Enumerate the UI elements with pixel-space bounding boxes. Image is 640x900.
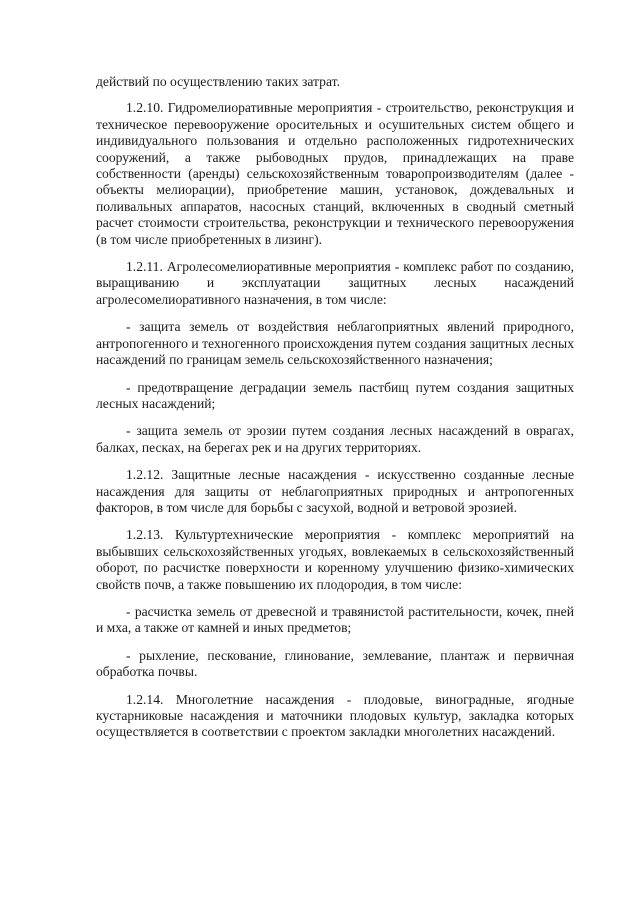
paragraph-1-2-14: 1.2.14. Многолетние насаждения - плодовые, виноградные, ягодные кустарниковые насаждения и маточники плодовых культур, закладка которых осуществляется в соответствии с проектом закладки многолетних насаждений. [96,691,574,740]
list-item-loosening: - рыхление, пескование, глинование, землевание, плантаж и первичная обработка почвы. [96,647,574,680]
list-item-clearing: - расчистка земель от древесной и травянистой растительности, кочек, пней и мха, а также от камней и иных предметов; [96,603,574,636]
list-item-erosion: - защита земель от эрозии путем создания лесных насаждений в оврагах, балках, песках, на берегах рек и на других территориях. [96,423,574,455]
document-page [96,74,574,752]
paragraph-1-2-10: 1.2.10. Гидромелиоративные мероприятия - строительство, реконструкция и техническое перевооружение оросительных и осушительных систем общего и индивидуального пользования и отдельно расположенных гидротехнических сооружений, а также рыбоводных прудов, принадлежащих на праве собственности (аренды) сельскохозяйственным товаропроизводителям (далее - объекты мелиорации), приобретение машин, установок, дождевальных и поливальных аппаратов, насосных станций, включенных в сводный сметный расчет стоимости строительства, реконструкции и технического перевооружения (в том числе приобретенных в лизинг). [96,100,574,247]
paragraph-1-2-12: 1.2.12. Защитные лесные насаждения - искусственно созданные лесные насаждения для защиты от неблагоприятных природных и антропогенных факторов, в том числе для борьбы с засухой, водной и ветровой эрозией. [96,467,574,515]
paragraph-1-2-11: 1.2.11. Агролесомелиоративные мероприятия - комплекс работ по созданию, выращиванию и эксплуатации защитных лесных насаждений агролесомелиоративного назначения, в том числе: [96,259,574,307]
paragraph-1-2-13: 1.2.13. Культуртехнические мероприятия - комплекс мероприятий на выбывших сельскохозяйственных угодьях, вовлекаемых в сельскохозяйственный оборот, по расчистке поверхности и коренному улучшению физико-химических свойств почв, а также повышению их плодородия, в том числе: [96,527,574,592]
list-item-protection: - защита земель от воздействия неблагоприятных явлений природного, антропогенного и техногенного происхождения путем создания защитных лесных насаждений по границам земель сельскохозяйственного назначения; [96,319,574,368]
paragraph-continuation: действий по осуществлению таких затрат. [96,74,340,89]
list-item-pasture: - предотвращение деградации земель пастбищ путем создания защитных лесных насаждений; [96,379,574,411]
